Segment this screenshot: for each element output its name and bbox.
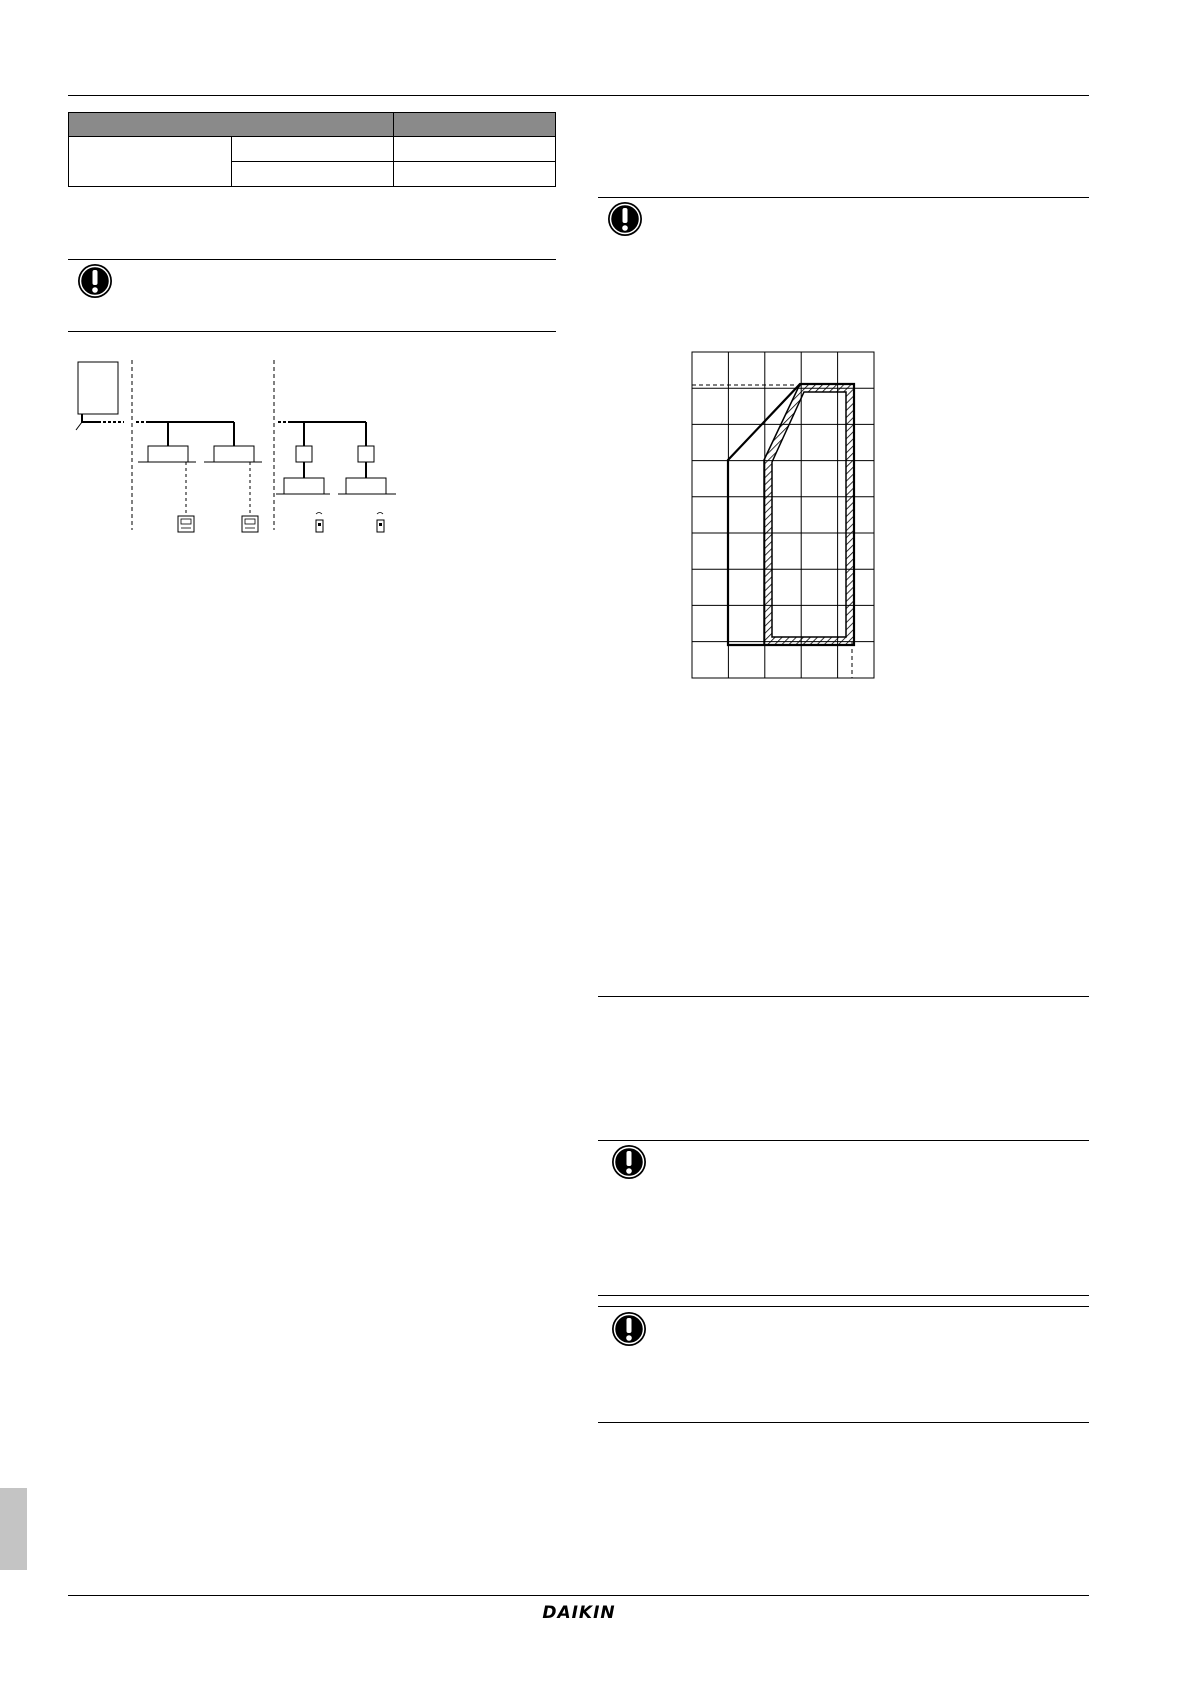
table-cell [231, 137, 394, 162]
note-rule-top [598, 1306, 1089, 1307]
top-rule [68, 95, 1089, 96]
note-rule-bottom [598, 1422, 1089, 1423]
spec-table [68, 112, 556, 187]
wired-remote-icon [178, 516, 194, 532]
table-header-row [69, 113, 556, 137]
table-cell [69, 137, 232, 187]
warning-icon [76, 262, 114, 300]
note-rule-bottom [598, 1295, 1089, 1296]
note-rule-top [598, 1140, 1089, 1141]
section-rule [598, 996, 1089, 997]
table-cell [394, 162, 556, 187]
table-cell [231, 162, 394, 187]
side-tab [0, 1488, 27, 1570]
table-cell [394, 137, 556, 162]
daikin-logo: DAIKIN [542, 1603, 616, 1623]
operation-range-chart [692, 352, 876, 680]
warning-icon [610, 1143, 648, 1181]
warning-icon [606, 200, 644, 238]
wireless-remote-icon [377, 513, 384, 533]
note-rule-top [598, 197, 1089, 198]
system-wiring-diagram [68, 350, 408, 540]
note-rule-bottom [68, 331, 556, 332]
table-header-cell [394, 113, 556, 137]
table-row [69, 137, 556, 162]
wireless-remote-icon [316, 513, 323, 533]
footer-rule [68, 1595, 1089, 1596]
warning-icon [610, 1310, 648, 1348]
note-rule-top [68, 259, 556, 260]
table-header-cell [69, 113, 394, 137]
wired-remote-icon [242, 516, 258, 532]
